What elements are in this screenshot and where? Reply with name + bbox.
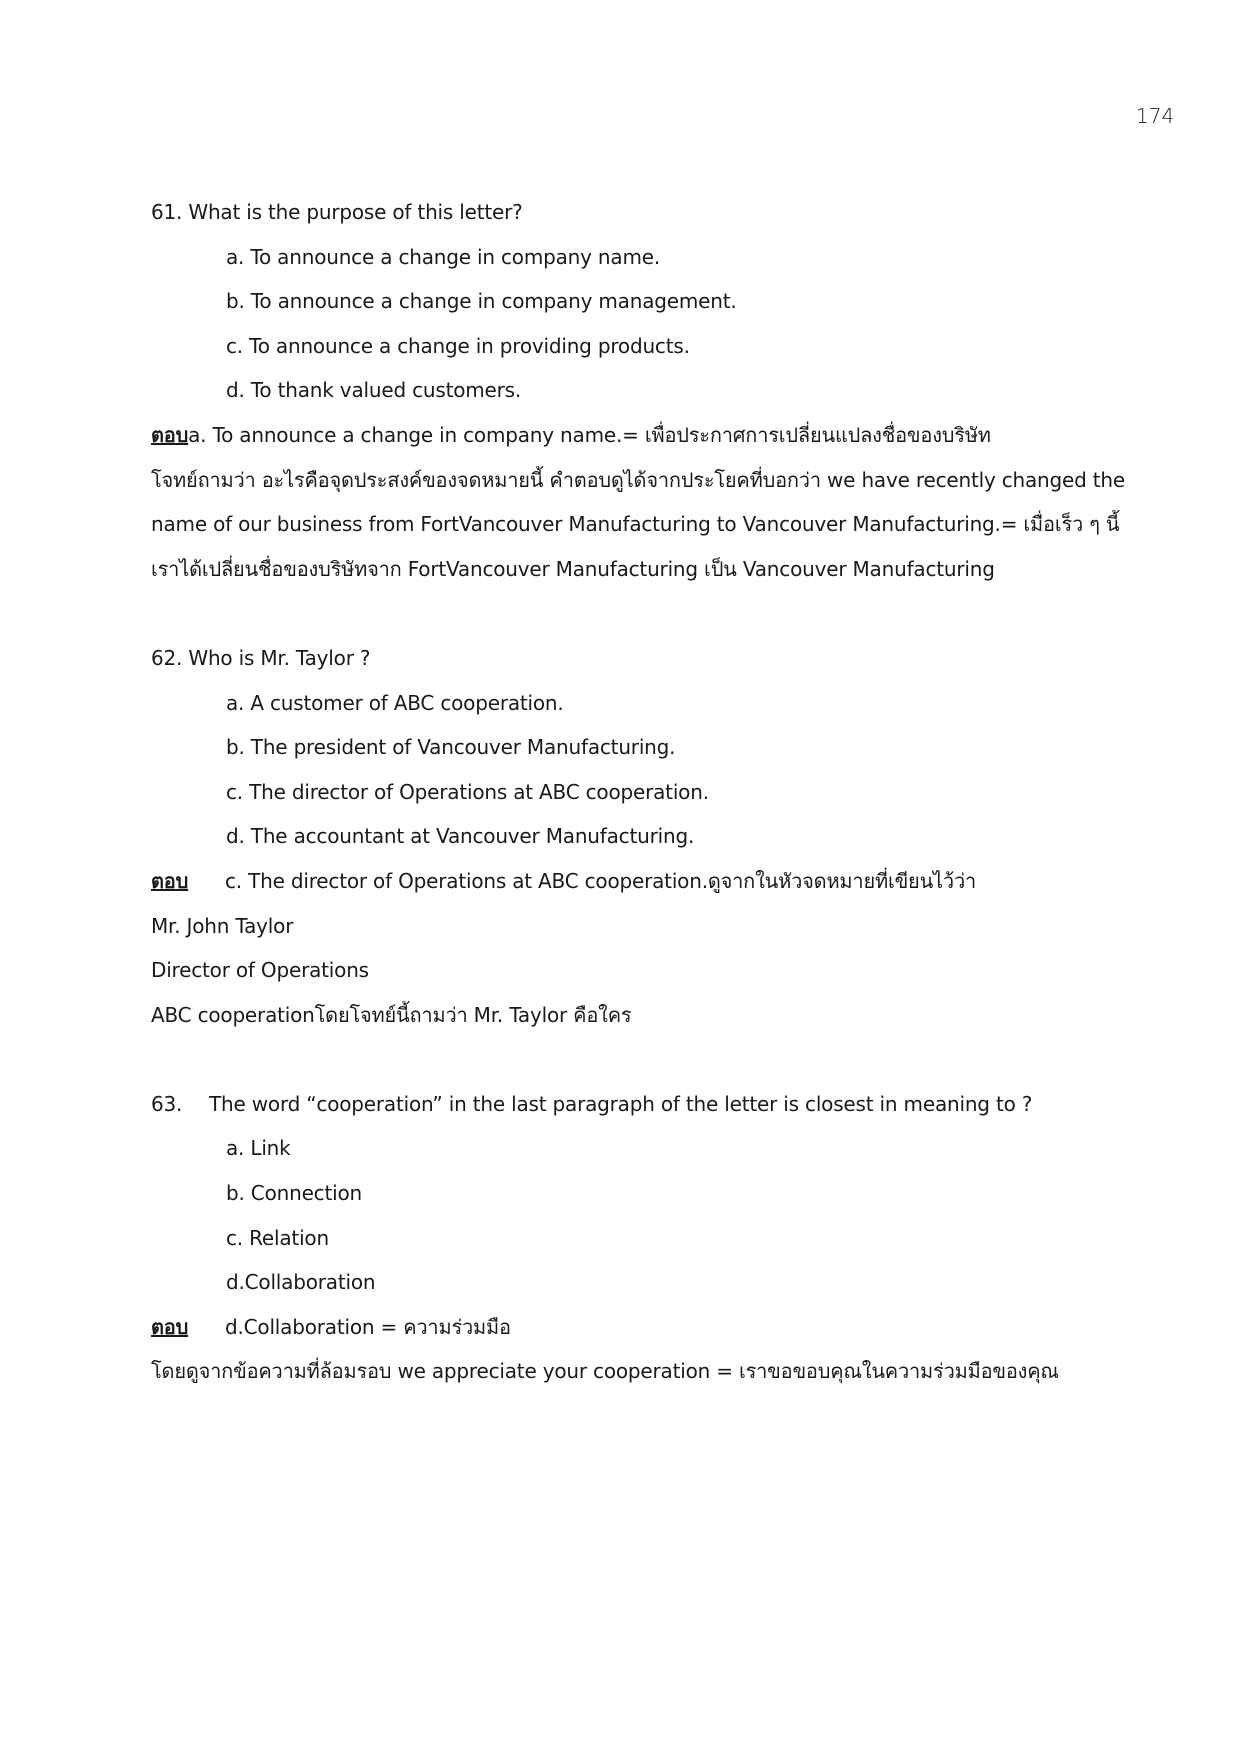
answer-text: c. The director of Operations at ABC cooperation.ดูจากในหัวจดหมายที่เขียนไว้ว่า bbox=[225, 868, 977, 893]
answer-label: ตอบ bbox=[151, 422, 189, 447]
answer-line bbox=[151, 413, 1171, 458]
explanation-line: Mr. John Taylor bbox=[151, 913, 294, 938]
answer-label: ตอบ bbox=[151, 1314, 189, 1339]
option-d: d. The accountant at Vancouver Manufacturing. bbox=[226, 824, 695, 849]
answer-text: d.Collaboration = ความร่วมมือ bbox=[225, 1314, 511, 1339]
option-b: b. To announce a change in company management. bbox=[226, 289, 737, 314]
question-text: 61. What is the purpose of this letter? bbox=[151, 200, 523, 224]
option-c: c. The director of Operations at ABC cooperation. bbox=[226, 779, 709, 804]
explanation-line: เราได้เปลี่ยนชื่อของบริษัทจาก FortVancouver Manufacturing เป็น Vancouver Manufacturing bbox=[151, 556, 995, 581]
explanation-line: ABC cooperationโดยโจทย์นี้ถามว่า Mr. Taylor คือใคร bbox=[151, 1002, 632, 1027]
option-d: d. To thank valued customers. bbox=[226, 378, 522, 403]
question-text: The word “cooperation” in the last paragraph of the letter is closest in meaning to ? bbox=[209, 1091, 1033, 1116]
option-a: a. To announce a change in company name. bbox=[226, 244, 661, 269]
answer-text: a. To announce a change in company name.= เพื่อประกาศการเปลี่ยนแปลงชื่อของบริษัท bbox=[188, 422, 991, 447]
answer-label: ตอบ bbox=[151, 868, 189, 893]
question-63 bbox=[151, 1082, 1171, 1394]
question-61 bbox=[151, 190, 1171, 591]
option-a: a. A customer of ABC cooperation. bbox=[226, 690, 564, 715]
question-line bbox=[151, 1082, 1171, 1127]
option-a: a. Link bbox=[226, 1136, 291, 1161]
explanation-line: โจทย์ถามว่า อะไรคือจุดประสงค์ของจดหมายนี้ คำตอบดูได้จากประโยคที่บอกว่า we have recently changed the bbox=[151, 467, 1126, 492]
option-b: b. The president of Vancouver Manufacturing. bbox=[226, 735, 676, 760]
explanation-line: Director of Operations bbox=[151, 958, 369, 983]
answer-line bbox=[151, 1305, 1171, 1350]
question-62 bbox=[151, 636, 1171, 1037]
option-c: c. Relation bbox=[226, 1225, 329, 1250]
option-d: d.Collaboration bbox=[226, 1270, 376, 1295]
question-text: 62. Who is Mr. Taylor ? bbox=[151, 645, 371, 670]
explanation-line: โดยดูจากข้อความที่ล้อมรอบ we appreciate your cooperation = เราขอขอบคุณในความร่วมมือของคุณ bbox=[151, 1359, 1059, 1384]
explanation-line: name of our business from FortVancouver Manufacturing to Vancouver Manufacturing.= เมื่อเร็ว ๆ นี้ bbox=[151, 512, 1120, 537]
option-b: b. Connection bbox=[226, 1181, 362, 1206]
answer-line bbox=[151, 859, 1171, 904]
page-number: 174 bbox=[1136, 104, 1175, 128]
option-c: c. To announce a change in providing products. bbox=[226, 333, 690, 358]
document-body bbox=[151, 190, 1171, 1394]
question-number: 63. bbox=[151, 1091, 183, 1116]
